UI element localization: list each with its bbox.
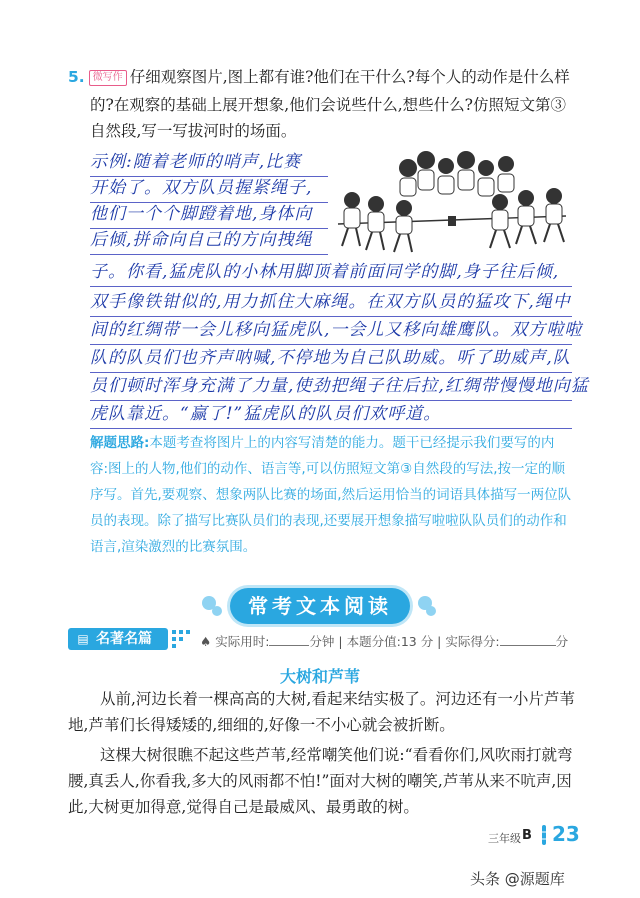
answer-line: 虎队靠近。“赢了!”猛虎队的队员们欢呼道。 xyxy=(90,400,572,429)
banner-title: 常考文本阅读 xyxy=(248,594,392,618)
hint-line-3: 序写。首先,要观察、想象两队比赛的场面,然后运用恰当的词语具体描写一两位队 xyxy=(90,487,572,503)
question-number: 5. xyxy=(68,68,85,86)
answer-line: 双手像铁钳似的,用力抓住大麻绳。在双方队员的猛攻下,绳中 xyxy=(90,288,572,317)
footer-edition: B xyxy=(522,828,532,843)
story-paragraph-line: 腰,真丢人,你看我,多大的风雨都不怕!”面对大树的嘲笑,芦苇从来不吭声,因 xyxy=(68,772,572,790)
hint-line-5: 语言,渲染激烈的比赛氛围。 xyxy=(90,539,257,555)
section-tag xyxy=(68,628,168,650)
score-blank xyxy=(500,634,556,646)
dot-grid-icon xyxy=(172,630,192,648)
score-value: 本题分值:13 分 xyxy=(346,634,434,649)
question-line-1 xyxy=(68,66,570,88)
bubble-decoration xyxy=(426,606,436,616)
question-tag: 微写作 xyxy=(89,70,127,86)
answer-line: 他们一个个脚蹬着地,身体向 xyxy=(90,200,328,229)
hint-line-1 xyxy=(90,434,554,452)
answer-line: 子。你看,猛虎队的小林用脚顶着前面同学的脚,身子往后倾, xyxy=(90,258,572,287)
answer-line: 间的红绸带一会儿移向猛虎队,一会儿又移向雄鹰队。双方啦啦 xyxy=(90,316,572,345)
score-line: ♠ 实际用时: 分钟 | 本题分值:13 分 | 实际得分: 分 xyxy=(200,634,569,649)
story-paragraph-line: 这棵大树很瞧不起这些芦苇,经常嘲笑他们说:“看看你们,风吹雨打就弯 xyxy=(100,746,573,764)
answer-line: 开始了。双方队员握紧绳子, xyxy=(90,174,328,203)
time-label: 实际用时: xyxy=(215,634,270,649)
question-line-2: 的?在观察的基础上展开想象,他们会说些什么,想些什么?仿照短文第③ xyxy=(90,96,566,114)
bamboo-icon xyxy=(538,824,550,846)
section-tag-label: 名著名篇 xyxy=(96,631,152,647)
actual-score-label: 实际得分: xyxy=(445,634,500,649)
minutes-label: 分钟 xyxy=(309,634,335,649)
answer-line: 员们顿时浑身充满了力量,使劲把绳子往后拉,红绸带慢慢地向猛 xyxy=(90,372,572,401)
story-paragraph-line: 此,大树更加得意,觉得自己是最威风、最勇敢的树。 xyxy=(68,798,419,816)
story-paragraph-line: 地,芦苇们长得矮矮的,细细的,好像一不小心就会被折断。 xyxy=(68,716,455,734)
watermark: 头条 @源题库 xyxy=(470,870,565,888)
story-paragraph-line: 从前,河边长着一棵高高的大树,看起来结实极了。河边还有一小片芦苇 xyxy=(100,690,575,708)
question-text-1: 仔细观察图片,图上都有谁?他们在干什么?每个人的动作是什么样 xyxy=(129,68,570,86)
tug-of-war-illustration xyxy=(330,146,574,258)
points-label: 分 xyxy=(555,634,569,649)
answer-line: 后倾,拼命向自己的方向拽绳 xyxy=(90,226,328,255)
book-icon: ▤ xyxy=(77,632,89,646)
footer-grade: 三年级 xyxy=(488,832,521,845)
answer-line: 示例:随着老师的哨声,比赛 xyxy=(90,148,328,177)
hint-text-1: 本题考查将图片上的内容写清楚的能力。题干已经提示我们要写的内 xyxy=(149,435,555,451)
hint-line-2: 容:图上的人物,他们的动作、语言等,可以仿照短文第③自然段的写法,按一定的顺 xyxy=(90,461,566,477)
hint-line-4: 员的表现。除了描写比赛队员们的表现,还要展开想象描写啦啦队队员们的动作和 xyxy=(90,513,567,529)
hint-label: 解题思路: xyxy=(90,435,150,451)
section-banner xyxy=(230,588,410,624)
page-number: 23 xyxy=(552,822,580,846)
question-line-3: 自然段,写一写拔河时的场面。 xyxy=(90,122,297,140)
story-title: 大树和芦苇 xyxy=(279,667,360,686)
bubble-decoration xyxy=(212,606,222,616)
time-blank xyxy=(269,634,309,646)
answer-line: 队的队员们也齐声呐喊,不停地为自己队助威。听了助威声,队 xyxy=(90,344,572,373)
bell-icon: ♠ xyxy=(200,634,212,649)
rope-ribbon xyxy=(448,216,456,226)
